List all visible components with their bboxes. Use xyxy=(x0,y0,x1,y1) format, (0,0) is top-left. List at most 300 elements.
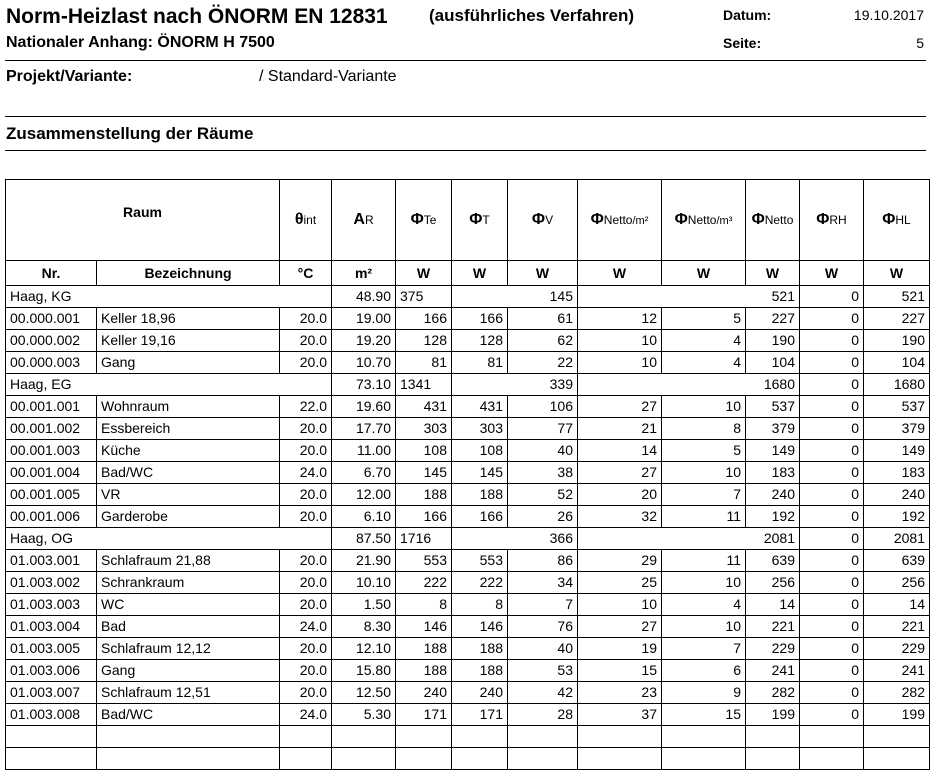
table-group-row xyxy=(6,286,930,308)
phi-te-cell: 8 xyxy=(396,594,452,616)
phi-netto-m2-cell: 15 xyxy=(578,660,662,682)
room-summary-table xyxy=(5,179,930,770)
phi-v-cell: 76 xyxy=(508,616,578,638)
theta-int-cell: 20.0 xyxy=(280,308,332,330)
empty-cell xyxy=(864,726,930,748)
phi-v-cell: 28 xyxy=(508,704,578,726)
table-row xyxy=(6,616,930,638)
empty-cell xyxy=(800,748,864,770)
phi-t-header: ΦT xyxy=(452,180,508,261)
room-name-cell: WC xyxy=(97,594,280,616)
phi-netto-cell: 2081 xyxy=(578,528,800,550)
phi-rh-cell: 0 xyxy=(800,682,864,704)
empty-cell xyxy=(800,726,864,748)
area-cell: 48.90 xyxy=(332,286,396,308)
phi-netto-m2-cell: 23 xyxy=(578,682,662,704)
phi-te-cell: 166 xyxy=(396,506,452,528)
phi-netto-m2-cell: 27 xyxy=(578,462,662,484)
phi-netto-m3-cell: 15 xyxy=(662,704,746,726)
phi-v-cell: 366 xyxy=(452,528,578,550)
phi-rh-cell: 0 xyxy=(800,440,864,462)
phi-rh-cell: 0 xyxy=(800,572,864,594)
phi-netto-m2-cell: 37 xyxy=(578,704,662,726)
empty-cell xyxy=(332,748,396,770)
phi-netto-m3-cell: 4 xyxy=(662,330,746,352)
empty-cell xyxy=(6,726,97,748)
phi-netto-cell: 221 xyxy=(746,616,800,638)
phi-netto-m2-cell: 27 xyxy=(578,396,662,418)
phi-v-cell: 38 xyxy=(508,462,578,484)
phi-te-cell: 375 xyxy=(396,286,452,308)
phi-t-cell: 188 xyxy=(452,660,508,682)
area-cell: 6.70 xyxy=(332,462,396,484)
phi-rh-cell: 0 xyxy=(800,462,864,484)
unit-header: W xyxy=(800,261,864,286)
phi-t-cell: 303 xyxy=(452,418,508,440)
room-number-cell: 01.003.006 xyxy=(6,660,97,682)
room-number-cell: 01.003.005 xyxy=(6,638,97,660)
phi-v-cell: 40 xyxy=(508,638,578,660)
area-cell: 6.10 xyxy=(332,506,396,528)
area-cell: 10.10 xyxy=(332,572,396,594)
empty-cell xyxy=(97,748,280,770)
phi-hl-cell: 190 xyxy=(864,330,930,352)
phi-hl-cell: 221 xyxy=(864,616,930,638)
phi-netto-m2-cell: 14 xyxy=(578,440,662,462)
phi-netto-m3-cell: 10 xyxy=(662,616,746,638)
room-number-cell: 01.003.001 xyxy=(6,550,97,572)
phi-rh-cell: 0 xyxy=(800,528,864,550)
phi-t-cell: 166 xyxy=(452,506,508,528)
theta-int-cell: 24.0 xyxy=(280,462,332,484)
phi-netto-m2-cell: 21 xyxy=(578,418,662,440)
empty-cell xyxy=(662,726,746,748)
phi-netto-m2-cell: 32 xyxy=(578,506,662,528)
theta-int-cell: 24.0 xyxy=(280,616,332,638)
phi-te-cell: 171 xyxy=(396,704,452,726)
phi-netto-m3-cell: 9 xyxy=(662,682,746,704)
phi-v-cell: 53 xyxy=(508,660,578,682)
phi-t-cell: 240 xyxy=(452,682,508,704)
phi-hl-cell: 521 xyxy=(864,286,930,308)
room-number-cell: 00.001.003 xyxy=(6,440,97,462)
unit-header: W xyxy=(864,261,930,286)
room-number-cell: 00.001.005 xyxy=(6,484,97,506)
empty-cell xyxy=(280,748,332,770)
empty-cell xyxy=(746,726,800,748)
empty-cell xyxy=(6,748,97,770)
phi-netto-m3-cell: 4 xyxy=(662,352,746,374)
phi-netto-cell: 190 xyxy=(746,330,800,352)
empty-cell xyxy=(508,726,578,748)
area-cell: 19.60 xyxy=(332,396,396,418)
phi-netto-m2-header: ΦNetto/m² xyxy=(578,180,662,261)
raum-header: Raum xyxy=(6,180,280,261)
empty-cell xyxy=(578,726,662,748)
phi-netto-cell: 282 xyxy=(746,682,800,704)
page-label: Seite: xyxy=(723,35,762,51)
phi-te-cell: 240 xyxy=(396,682,452,704)
room-number-cell: 00.001.001 xyxy=(6,396,97,418)
phi-te-cell: 222 xyxy=(396,572,452,594)
phi-te-cell: 188 xyxy=(396,484,452,506)
theta-int-cell: 24.0 xyxy=(280,704,332,726)
room-number-cell: 00.001.004 xyxy=(6,462,97,484)
empty-cell xyxy=(864,748,930,770)
phi-v-cell: 52 xyxy=(508,484,578,506)
phi-v-cell: 42 xyxy=(508,682,578,704)
phi-netto-m3-cell: 5 xyxy=(662,440,746,462)
phi-netto-cell: 227 xyxy=(746,308,800,330)
phi-te-cell: 303 xyxy=(396,418,452,440)
table-row-empty xyxy=(6,748,930,770)
empty-cell xyxy=(662,748,746,770)
area-cell: 8.30 xyxy=(332,616,396,638)
phi-netto-m3-cell: 8 xyxy=(662,418,746,440)
phi-rh-cell: 0 xyxy=(800,704,864,726)
phi-rh-header: ΦRH xyxy=(800,180,864,261)
phi-t-cell: 431 xyxy=(452,396,508,418)
phi-rh-cell: 0 xyxy=(800,506,864,528)
project-label: Projekt/Variante: xyxy=(6,68,133,85)
phi-te-cell: 146 xyxy=(396,616,452,638)
phi-te-cell: 145 xyxy=(396,462,452,484)
room-number-cell: 01.003.002 xyxy=(6,572,97,594)
table-row xyxy=(6,704,930,726)
phi-netto-m2-cell: 20 xyxy=(578,484,662,506)
phi-v-cell: 26 xyxy=(508,506,578,528)
phi-netto-cell: 104 xyxy=(746,352,800,374)
theta-int-cell: 20.0 xyxy=(280,682,332,704)
phi-netto-cell: 256 xyxy=(746,572,800,594)
phi-hl-cell: 14 xyxy=(864,594,930,616)
room-number-cell: 00.001.006 xyxy=(6,506,97,528)
group-name-cell: Haag, KG xyxy=(6,286,332,308)
phi-t-cell: 146 xyxy=(452,616,508,638)
header-divider xyxy=(5,60,926,61)
phi-netto-m2-cell: 25 xyxy=(578,572,662,594)
table-row xyxy=(6,440,930,462)
phi-netto-m3-cell: 11 xyxy=(662,506,746,528)
phi-netto-cell: 639 xyxy=(746,550,800,572)
room-number-cell: 01.003.004 xyxy=(6,616,97,638)
phi-rh-cell: 0 xyxy=(800,330,864,352)
area-cell: 19.00 xyxy=(332,308,396,330)
phi-te-cell: 188 xyxy=(396,660,452,682)
phi-te-cell: 1716 xyxy=(396,528,452,550)
room-name-cell: Bad/WC xyxy=(97,704,280,726)
phi-netto-m3-cell: 6 xyxy=(662,660,746,682)
area-cell: 73.10 xyxy=(332,374,396,396)
unit-header: W xyxy=(746,261,800,286)
phi-netto-header: ΦNetto xyxy=(746,180,800,261)
phi-hl-cell: 537 xyxy=(864,396,930,418)
group-name-cell: Haag, EG xyxy=(6,374,332,396)
table-row-empty xyxy=(6,726,930,748)
room-name-cell: Keller 18,96 xyxy=(97,308,280,330)
phi-te-cell: 128 xyxy=(396,330,452,352)
table-row xyxy=(6,572,930,594)
phi-netto-cell: 14 xyxy=(746,594,800,616)
theta-int-cell: 20.0 xyxy=(280,550,332,572)
section-divider xyxy=(5,150,926,151)
phi-netto-cell: 241 xyxy=(746,660,800,682)
phi-hl-cell: 229 xyxy=(864,638,930,660)
room-name-cell: Bad/WC xyxy=(97,462,280,484)
phi-netto-cell: 537 xyxy=(746,396,800,418)
table-row xyxy=(6,418,930,440)
page-value: 5 xyxy=(916,35,924,51)
theta-int-cell: 22.0 xyxy=(280,396,332,418)
phi-rh-cell: 0 xyxy=(800,484,864,506)
phi-netto-m2-cell: 10 xyxy=(578,352,662,374)
phi-v-cell: 339 xyxy=(452,374,578,396)
area-cell: 17.70 xyxy=(332,418,396,440)
phi-t-cell: 171 xyxy=(452,704,508,726)
area-cell: 87.50 xyxy=(332,528,396,550)
room-name-cell: Küche xyxy=(97,440,280,462)
phi-rh-cell: 0 xyxy=(800,396,864,418)
table-row xyxy=(6,506,930,528)
phi-t-cell: 8 xyxy=(452,594,508,616)
room-name-cell: Gang xyxy=(97,352,280,374)
phi-v-cell: 62 xyxy=(508,330,578,352)
empty-cell xyxy=(452,748,508,770)
empty-cell xyxy=(508,748,578,770)
phi-netto-cell: 183 xyxy=(746,462,800,484)
phi-t-cell: 188 xyxy=(452,484,508,506)
room-number-cell: 00.000.001 xyxy=(6,308,97,330)
phi-t-cell: 188 xyxy=(452,638,508,660)
phi-hl-cell: 104 xyxy=(864,352,930,374)
phi-rh-cell: 0 xyxy=(800,616,864,638)
phi-netto-cell: 1680 xyxy=(578,374,800,396)
date-value: 19.10.2017 xyxy=(853,7,924,23)
document-title-suffix: (ausführliches Verfahren) xyxy=(429,6,635,25)
theta-int-cell: 20.0 xyxy=(280,660,332,682)
phi-v-header: ΦV xyxy=(508,180,578,261)
phi-netto-m2-cell: 29 xyxy=(578,550,662,572)
phi-hl-cell: 199 xyxy=(864,704,930,726)
phi-hl-cell: 379 xyxy=(864,418,930,440)
phi-v-cell: 106 xyxy=(508,396,578,418)
area-cell: 5.30 xyxy=(332,704,396,726)
project-divider xyxy=(5,116,926,117)
phi-netto-cell: 521 xyxy=(578,286,800,308)
theta-int-cell: 20.0 xyxy=(280,418,332,440)
room-name-cell: Garderobe xyxy=(97,506,280,528)
table-row xyxy=(6,594,930,616)
unit-header: °C xyxy=(280,261,332,286)
phi-netto-cell: 240 xyxy=(746,484,800,506)
document-subtitle: Nationaler Anhang: ÖNORM H 7500 xyxy=(6,34,275,51)
phi-te-cell: 1341 xyxy=(396,374,452,396)
area-cell: 1.50 xyxy=(332,594,396,616)
phi-netto-cell: 192 xyxy=(746,506,800,528)
phi-rh-cell: 0 xyxy=(800,550,864,572)
theta-int-cell: 20.0 xyxy=(280,638,332,660)
phi-hl-cell: 192 xyxy=(864,506,930,528)
room-number-cell: 00.000.002 xyxy=(6,330,97,352)
room-name-cell: Essbereich xyxy=(97,418,280,440)
table-row xyxy=(6,484,930,506)
unit-header: W xyxy=(508,261,578,286)
phi-v-cell: 22 xyxy=(508,352,578,374)
table-row xyxy=(6,682,930,704)
theta-int-cell: 20.0 xyxy=(280,484,332,506)
phi-netto-m2-cell: 10 xyxy=(578,330,662,352)
phi-hl-cell: 227 xyxy=(864,308,930,330)
area-cell: 12.00 xyxy=(332,484,396,506)
phi-hl-cell: 183 xyxy=(864,462,930,484)
empty-cell xyxy=(396,748,452,770)
document-title: Norm-Heizlast nach ÖNORM EN 12831 xyxy=(6,5,388,28)
phi-te-cell: 431 xyxy=(396,396,452,418)
phi-te-header: ΦTe xyxy=(396,180,452,261)
empty-cell xyxy=(280,726,332,748)
room-name-cell: Gang xyxy=(97,660,280,682)
phi-hl-cell: 241 xyxy=(864,660,930,682)
unit-header: Nr. xyxy=(6,261,97,286)
room-name-cell: Schlafraum 21,88 xyxy=(97,550,280,572)
phi-hl-header: ΦHL xyxy=(864,180,930,261)
unit-header: W xyxy=(396,261,452,286)
phi-v-cell: 7 xyxy=(508,594,578,616)
phi-netto-m2-cell: 12 xyxy=(578,308,662,330)
table-row xyxy=(6,660,930,682)
phi-netto-cell: 379 xyxy=(746,418,800,440)
room-number-cell: 01.003.008 xyxy=(6,704,97,726)
theta-int-cell: 20.0 xyxy=(280,572,332,594)
table-row xyxy=(6,330,930,352)
empty-cell xyxy=(746,748,800,770)
table-row xyxy=(6,462,930,484)
phi-te-cell: 553 xyxy=(396,550,452,572)
table-group-row xyxy=(6,374,930,396)
room-number-cell: 01.003.007 xyxy=(6,682,97,704)
table-row xyxy=(6,396,930,418)
theta-int-cell: 20.0 xyxy=(280,440,332,462)
phi-v-cell: 145 xyxy=(452,286,578,308)
phi-netto-m3-header: ΦNetto/m³ xyxy=(662,180,746,261)
empty-cell xyxy=(97,726,280,748)
table-group-row xyxy=(6,528,930,550)
phi-v-cell: 40 xyxy=(508,440,578,462)
project-variant: / Standard-Variante xyxy=(259,68,397,85)
empty-cell xyxy=(452,726,508,748)
phi-v-cell: 77 xyxy=(508,418,578,440)
room-number-cell: 01.003.003 xyxy=(6,594,97,616)
phi-netto-m2-cell: 27 xyxy=(578,616,662,638)
phi-v-cell: 86 xyxy=(508,550,578,572)
room-number-cell: 00.000.003 xyxy=(6,352,97,374)
phi-netto-cell: 199 xyxy=(746,704,800,726)
theta-int-cell: 20.0 xyxy=(280,352,332,374)
phi-hl-cell: 2081 xyxy=(864,528,930,550)
phi-rh-cell: 0 xyxy=(800,286,864,308)
phi-netto-m3-cell: 7 xyxy=(662,484,746,506)
phi-v-cell: 61 xyxy=(508,308,578,330)
table-row xyxy=(6,638,930,660)
phi-netto-m3-cell: 4 xyxy=(662,594,746,616)
table-body xyxy=(6,286,930,770)
unit-header: W xyxy=(662,261,746,286)
unit-header: W xyxy=(578,261,662,286)
theta-int-cell: 20.0 xyxy=(280,330,332,352)
room-name-cell: Schrankraum xyxy=(97,572,280,594)
phi-hl-cell: 1680 xyxy=(864,374,930,396)
phi-te-cell: 81 xyxy=(396,352,452,374)
room-name-cell: Schlafraum 12,51 xyxy=(97,682,280,704)
area-cell: 12.10 xyxy=(332,638,396,660)
phi-netto-m2-cell: 19 xyxy=(578,638,662,660)
unit-header: W xyxy=(452,261,508,286)
phi-netto-m3-cell: 7 xyxy=(662,638,746,660)
phi-netto-m3-cell: 10 xyxy=(662,396,746,418)
area-cell: 11.00 xyxy=(332,440,396,462)
room-name-cell: Wohnraum xyxy=(97,396,280,418)
phi-rh-cell: 0 xyxy=(800,308,864,330)
area-header: AR xyxy=(332,180,396,261)
area-cell: 10.70 xyxy=(332,352,396,374)
phi-te-cell: 188 xyxy=(396,638,452,660)
room-name-cell: Keller 19,16 xyxy=(97,330,280,352)
phi-t-cell: 128 xyxy=(452,330,508,352)
empty-cell xyxy=(396,726,452,748)
theta-int-cell: 20.0 xyxy=(280,506,332,528)
unit-header: m² xyxy=(332,261,396,286)
phi-hl-cell: 149 xyxy=(864,440,930,462)
phi-netto-m3-cell: 11 xyxy=(662,550,746,572)
room-number-cell: 00.001.002 xyxy=(6,418,97,440)
area-cell: 15.80 xyxy=(332,660,396,682)
phi-t-cell: 108 xyxy=(452,440,508,462)
table-row xyxy=(6,550,930,572)
phi-te-cell: 108 xyxy=(396,440,452,462)
room-name-cell: VR xyxy=(97,484,280,506)
room-name-cell: Bad xyxy=(97,616,280,638)
unit-header: Bezeichnung xyxy=(97,261,280,286)
phi-t-cell: 145 xyxy=(452,462,508,484)
room-name-cell: Schlafraum 12,12 xyxy=(97,638,280,660)
phi-t-cell: 166 xyxy=(452,308,508,330)
phi-t-cell: 81 xyxy=(452,352,508,374)
phi-netto-m2-cell: 10 xyxy=(578,594,662,616)
phi-netto-m3-cell: 10 xyxy=(662,572,746,594)
theta-int-header: θint xyxy=(280,180,332,261)
phi-rh-cell: 0 xyxy=(800,418,864,440)
table-row xyxy=(6,308,930,330)
phi-netto-cell: 149 xyxy=(746,440,800,462)
section-title: Zusammenstellung der Räume xyxy=(6,124,254,143)
empty-cell xyxy=(332,726,396,748)
phi-rh-cell: 0 xyxy=(800,638,864,660)
phi-rh-cell: 0 xyxy=(800,660,864,682)
theta-int-cell: 20.0 xyxy=(280,594,332,616)
table-row xyxy=(6,352,930,374)
phi-netto-cell: 229 xyxy=(746,638,800,660)
date-label: Datum: xyxy=(723,7,772,23)
phi-hl-cell: 282 xyxy=(864,682,930,704)
phi-hl-cell: 240 xyxy=(864,484,930,506)
phi-t-cell: 222 xyxy=(452,572,508,594)
area-cell: 21.90 xyxy=(332,550,396,572)
phi-rh-cell: 0 xyxy=(800,594,864,616)
group-name-cell: Haag, OG xyxy=(6,528,332,550)
phi-t-cell: 553 xyxy=(452,550,508,572)
phi-v-cell: 34 xyxy=(508,572,578,594)
phi-hl-cell: 639 xyxy=(864,550,930,572)
